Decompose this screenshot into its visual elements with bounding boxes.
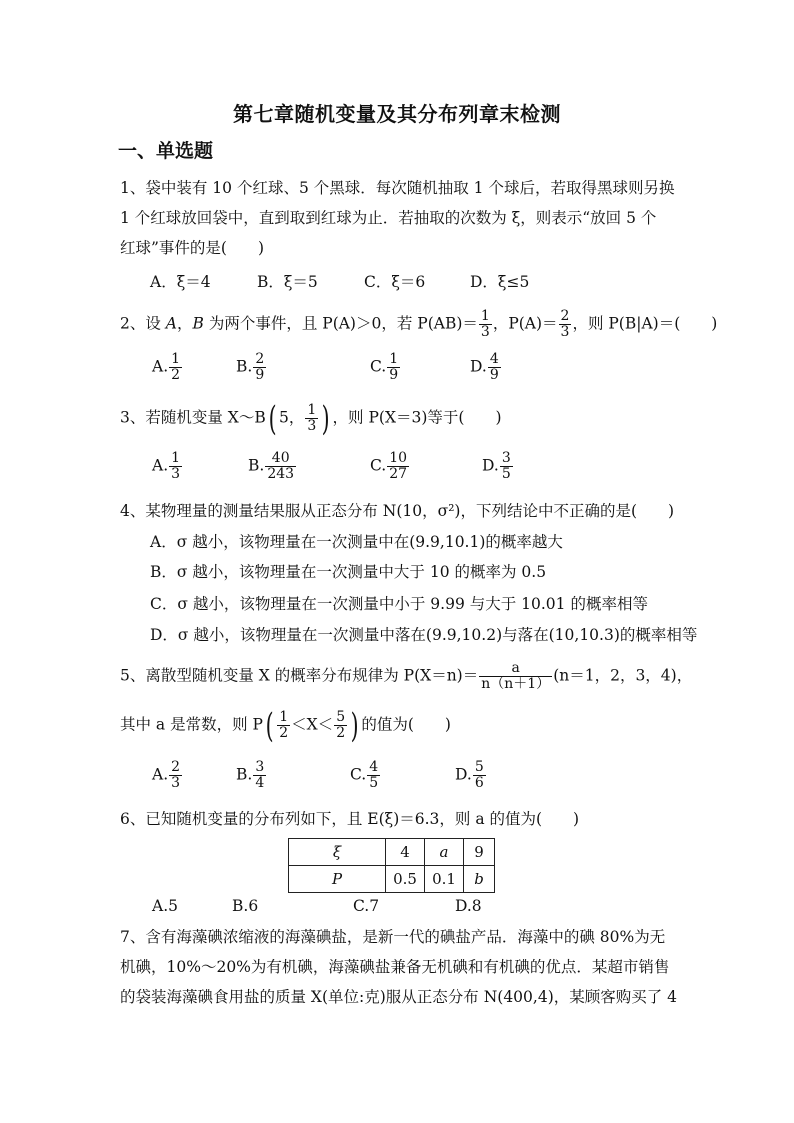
q5-line2-fraction-2-numerator: 5 [336, 709, 346, 725]
q5-option-a-denominator: 3 [171, 775, 181, 791]
q5-option-b-fraction [253, 760, 266, 791]
q5-right-paren: ) [350, 705, 359, 746]
q2-option-a-label: A. [152, 357, 169, 376]
q5-option-c [350, 760, 381, 791]
q5-option-c-denominator: 5 [369, 775, 379, 791]
q5-line2-fraction-1-numerator: 1 [279, 709, 289, 725]
q3-option-b-denominator: 243 [267, 466, 295, 482]
q3-option-b-numerator: 40 [265, 451, 296, 467]
q2-option-d-denominator: 9 [489, 367, 499, 383]
q5-option-c-numerator: 4 [369, 759, 379, 775]
q5-line2-prefix: 其中 a 是常数，则 P [120, 715, 263, 734]
q4-option-a: A．σ 越小，该物理量在一次测量中在(9.9,10.1)的概率越大 [150, 533, 563, 551]
q7-line-3: 的袋装海藻碘食用盐的质量 X(单位:克)服从正态分布 N(400,4)，某顾客购买了 4 [120, 988, 678, 1006]
q2-mid: 为两个事件，且 [203, 314, 323, 333]
q2-stem [120, 309, 717, 340]
q3-option-d-denominator: 5 [501, 466, 511, 482]
q5-fraction-numerator: a [479, 661, 552, 677]
q3-option-d-fraction [500, 451, 513, 482]
q2-option-b-fraction [253, 352, 266, 383]
q1-line-2: 1 个红球放回袋中，直到取到红球为止．若抽取的次数为 ξ，则表示“放回 5 个 [120, 209, 657, 227]
q5-tail: (n＝1，2，3，4)， [553, 666, 693, 685]
q2-option-c-label: C. [370, 357, 387, 376]
q5-option-c-label: C. [350, 765, 367, 784]
table-cell: ξ [289, 839, 386, 866]
q4-stem: 4、某物理量的测量结果服从正态分布 N(10，σ²)，下列结论中不正确的是( ) [120, 502, 675, 520]
q5-option-a-numerator: 2 [171, 759, 181, 775]
table-row [289, 839, 495, 866]
q2-event-b: B [192, 314, 204, 333]
q5-option-a [152, 760, 183, 791]
q2-option-b-numerator: 2 [255, 351, 265, 367]
q5-option-d-numerator: 5 [474, 759, 484, 775]
q1-option-d: D．ξ≤5 [470, 273, 530, 291]
q5-option-d-denominator: 6 [474, 775, 484, 791]
q2-option-d-label: D. [470, 357, 487, 376]
q5-option-b-label: B. [236, 765, 253, 784]
q7-line-1: 7、含有海藻碘浓缩液的海藻碘盐，是新一代的碘盐产品．海藻中的碘 80%为无 [120, 928, 666, 946]
q3-option-c-fraction [387, 451, 409, 482]
q3-prefix: 3、若随机变量 X～B [120, 408, 266, 427]
document-title: 第七章随机变量及其分布列章末检测 [233, 102, 561, 126]
q3-option-b-fraction [265, 451, 296, 482]
q2-condition-2: ，P(A)＝ [492, 314, 558, 333]
q3-option-a-denominator: 3 [171, 466, 181, 482]
q3-fraction-denominator: 3 [307, 418, 317, 434]
q2-option-b-label: B. [236, 357, 253, 376]
q2-option-c [370, 352, 401, 383]
q5-line2-fraction-2 [334, 710, 347, 741]
q2-event-a: A [165, 314, 177, 333]
q3-option-b-label: B. [248, 456, 265, 475]
q2-option-a-denominator: 2 [171, 367, 181, 383]
q2-comma: ， [177, 314, 193, 333]
q5-option-b-numerator: 3 [255, 759, 265, 775]
q4-option-c: C．σ 越小，该物理量在一次测量中小于 9.99 与大于 10.01 的概率相等 [150, 595, 648, 613]
q2-fraction-2-denominator: 3 [560, 324, 570, 340]
q2-condition-1: P(A)＞0，若 P(AB)＝ [322, 314, 478, 333]
q3-option-a-label: A. [152, 456, 169, 475]
distribution-table [288, 838, 495, 893]
table-cell: 0.1 [425, 866, 464, 893]
q2-option-d [470, 352, 502, 383]
q3-option-a [152, 451, 183, 482]
q4-option-b: B．σ 越小，该物理量在一次测量中大于 10 的概率为 0.5 [150, 563, 547, 581]
q6-option-a: A.5 [152, 897, 178, 915]
q2-fraction-2-numerator: 2 [560, 308, 570, 324]
q2-option-d-fraction [488, 352, 501, 383]
q6-option-b: B.6 [232, 897, 259, 915]
table-row [289, 866, 495, 893]
q2-option-b-denominator: 9 [255, 367, 265, 383]
table-cell: a [425, 839, 464, 866]
section-heading: 一、单选题 [118, 140, 214, 162]
q3-right-paren: ) [321, 398, 330, 439]
q1-line-3: 红球”事件的是( ) [120, 239, 265, 257]
q2-tail: ，则 P(B|A)＝( ) [572, 314, 718, 333]
q2-prefix: 2、设 [120, 314, 166, 333]
q5-option-a-fraction [169, 760, 182, 791]
q2-fraction-1 [479, 309, 492, 340]
q5-stem-line-2 [120, 705, 451, 746]
q5-inequality: ＜X＜ [291, 715, 334, 734]
q3-stem [120, 398, 502, 439]
q3-tail: ，则 P(X＝3)等于( ) [332, 408, 502, 427]
q3-option-d-numerator: 3 [501, 450, 511, 466]
q5-option-c-fraction [367, 760, 380, 791]
q2-option-a-numerator: 1 [171, 351, 181, 367]
q7-line-2: 机碘，10%～20%为有机碘，海藻碘盐兼备无机碘和有机碘的优点．某超市销售 [120, 958, 670, 976]
q5-left-paren: ( [265, 705, 274, 746]
q3-fraction-numerator: 1 [307, 402, 317, 418]
q3-option-d [482, 451, 514, 482]
q5-option-d-label: D. [455, 765, 472, 784]
q3-option-a-numerator: 1 [171, 450, 181, 466]
q3-left-paren: ( [268, 398, 277, 439]
q3-option-c-numerator: 10 [389, 450, 408, 466]
q3-fraction [305, 403, 318, 434]
q4-option-d: D．σ 越小，该物理量在一次测量中落在(9.9,10.2)与落在(10,10.3)的概率相等 [150, 626, 698, 644]
q1-line-1: 1、袋中装有 10 个红球、5 个黑球．每次随机抽取 1 个球后，若取得黑球则另换 [120, 179, 675, 197]
q5-option-d [455, 760, 487, 791]
q2-fraction-1-numerator: 1 [480, 308, 490, 324]
q2-option-a [152, 352, 183, 383]
q2-option-d-numerator: 4 [489, 351, 499, 367]
q5-line2-fraction-2-denominator: 2 [336, 725, 346, 741]
q5-line2-tail: 的值为( ) [361, 715, 451, 734]
q5-option-a-label: A. [152, 765, 169, 784]
q5-fraction-denominator: n（n＋1） [481, 676, 551, 692]
table-cell: 4 [386, 839, 425, 866]
q5-option-b-denominator: 4 [255, 775, 265, 791]
q5-option-d-fraction [473, 760, 486, 791]
q5-line2-fraction-1-denominator: 2 [279, 725, 289, 741]
q3-option-c [370, 451, 410, 482]
q1-option-c: C．ξ＝6 [364, 273, 426, 291]
q2-option-b [236, 352, 267, 383]
q6-stem: 6、已知随机变量的分布列如下，且 E(ξ)＝6.3，则 a 的值为( ) [120, 810, 580, 828]
q3-option-c-denominator: 27 [389, 466, 408, 482]
q2-fraction-1-denominator: 3 [480, 324, 490, 340]
table-cell: P [289, 866, 386, 893]
table-cell: b [464, 866, 495, 893]
q1-option-b: B．ξ＝5 [257, 273, 318, 291]
q5-line2-fraction-1 [277, 710, 290, 741]
q2-option-c-fraction [387, 352, 400, 383]
q2-option-c-numerator: 1 [389, 351, 399, 367]
q3-option-a-fraction [169, 451, 182, 482]
q5-prefix: 5、离散型随机变量 X 的概率分布规律为 P(X＝n)＝ [120, 666, 479, 685]
q3-option-d-label: D. [482, 456, 499, 475]
q2-option-c-denominator: 9 [389, 367, 399, 383]
table-cell: 9 [464, 839, 495, 866]
q3-option-c-label: C. [370, 456, 387, 475]
q5-option-b [236, 760, 267, 791]
q1-option-a: A．ξ＝4 [150, 273, 211, 291]
table-cell: 0.5 [386, 866, 425, 893]
q3-inner: 5， [278, 408, 305, 427]
q6-option-d: D.8 [455, 897, 482, 915]
q3-option-b [248, 451, 297, 482]
q2-fraction-2 [559, 309, 572, 340]
q5-fraction [479, 661, 552, 692]
q5-stem-line-1 [120, 661, 692, 692]
q6-option-c: C.7 [353, 897, 380, 915]
q2-option-a-fraction [169, 352, 182, 383]
